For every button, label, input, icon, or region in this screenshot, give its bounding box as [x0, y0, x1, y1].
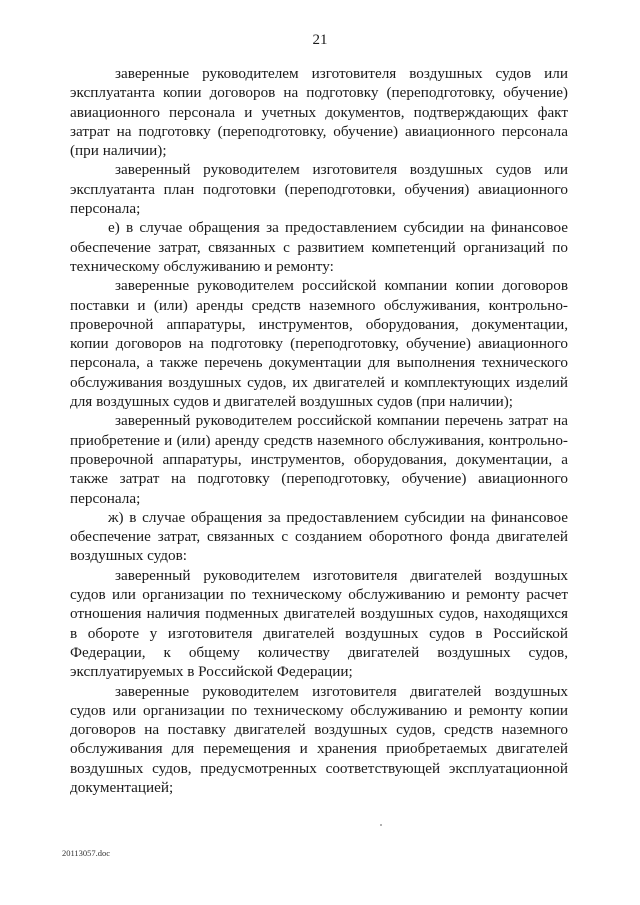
page-number: 21 — [312, 32, 328, 48]
paragraph-equipment-contracts: заверенные руководителем российской компании копии договоров поставки и (или) аренды средств наземного обслуживания, контрольно-проверочной аппаратуры, инструментов, оборудования, документации, копии договоров на подготовку (переподготовку, обучение) авиационного персонала, а также перечень документации для выполнения технического обслуживания воздушных судов, их двигателей и комплектующих изделий для воздушных судов и двигателей воздушных судов (при наличии); — [70, 277, 568, 411]
paragraph-training-contracts: заверенные руководителем изготовителя воздушных судов или эксплуатанта копии договоров на подготовку (переподготовку, обучение) авиационного персонала и учетных документов, подтверждающих факт затрат на подготовку (переподготовку, обучение) авиационного персонала (при наличии); — [70, 65, 568, 160]
paragraph-item-zh: ж) в случае обращения за предоставлением субсидии на финансовое обеспечение затрат, связанных с созданием оборотного фонда двигателей воздушных судов: — [70, 508, 568, 565]
paragraph-engine-contracts: заверенные руководителем изготовителя двигателей воздушных судов или организации по техническому обслуживанию и ремонту копии договоров на поставку двигателей воздушных судов, средств наземного обслуживания для перемещения и хранения приобретаемых двигателей воздушных судов, предусмотренных соответствующей эксплуатационной документацией; — [70, 682, 568, 796]
paragraph-item-e: е) в случае обращения за предоставлением субсидии на финансовое обеспечение затрат, связанных с развитием компетенций организаций по техническому обслуживанию и ремонту: — [70, 219, 568, 275]
scan-speck — [380, 824, 382, 826]
paragraph-training-plan: заверенный руководителем изготовителя воздушных судов или эксплуатанта план подготовки (переподготовки, обучения) авиационного персонала; — [70, 161, 568, 218]
paragraph-cost-list: заверенный руководителем российской компании перечень затрат на приобретение и (или) аренду средств наземного обслуживания, контрольно-проверочной аппаратуры, инструментов, оборудования, документации, а также затрат на подготовку (переподготовку, обучение) авиационного персонала; — [70, 412, 568, 507]
document-body — [70, 64, 568, 797]
paragraph-engine-ratio: заверенный руководителем изготовителя двигателей воздушных судов или организации по техническому обслуживанию и ремонту расчет отношения наличия подменных двигателей воздушных судов, находящихся в обороте у изготовителя двигателей воздушных судов в Российской Федерации, к общему количеству двигателей воздушных судов, эксплуатируемых в Российской Федерации; — [70, 566, 568, 681]
footer-filename: 20113057.doc — [62, 848, 111, 858]
